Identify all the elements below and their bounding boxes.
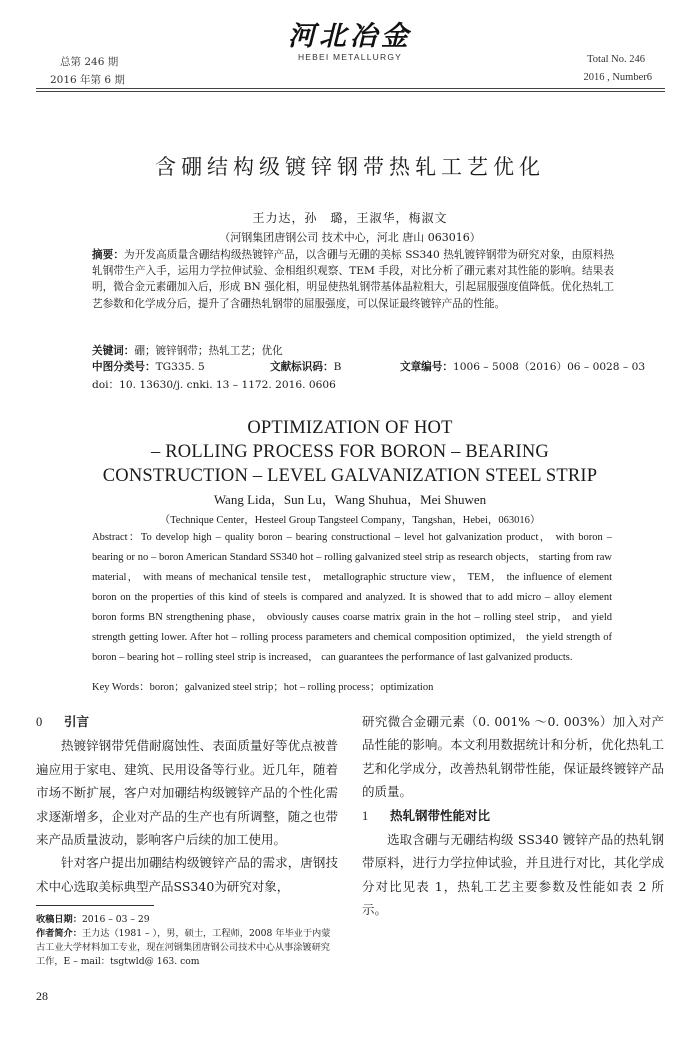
keywords-en bbox=[92, 680, 433, 696]
doc-value: B bbox=[333, 361, 342, 373]
section-0-title: 引言 bbox=[64, 714, 90, 729]
article-value: 1006 – 5008（2016）06 – 0028 – 03 bbox=[452, 361, 646, 373]
abstract-cn-label: 摘要： bbox=[92, 249, 125, 261]
intro-paragraph-2: 针对客户提出加硼结构级镀锌产品的需求，唐钢技术中心选取美标典型产品SS340为研究对象， bbox=[36, 855, 338, 894]
clc-label: 中图分类号： bbox=[92, 361, 156, 373]
right-column bbox=[362, 710, 664, 922]
author-bio bbox=[36, 927, 338, 969]
footnote-rule bbox=[36, 905, 154, 906]
section-1-paragraph: 选取含硼与无硼结构级 SS340 镀锌产品的热轧钢带原料，进行力学拉伸试验，并且进行对比，其化学成分对比见表 1，热轧工艺主要参数及性能如表 2 所示。 bbox=[362, 832, 664, 918]
keywords-cn-text: 硼；镀锌钢带；热轧工艺；优化 bbox=[134, 345, 283, 357]
received-date bbox=[36, 913, 338, 927]
clc-number bbox=[92, 359, 205, 375]
section-1-number: 1 bbox=[362, 808, 369, 823]
received-value: 2016 – 03 – 29 bbox=[81, 914, 150, 925]
section-0-heading bbox=[36, 710, 338, 734]
intro-continuation: 研究微合金硼元素（0. 001% ～0. 003%）加入对产品性能的影响。本文利用数据统计和分析，优化热轧工艺和化学成分，改善热轧钢带性能，保证最终镀锌产品的质量。 bbox=[362, 714, 664, 800]
authors-en: Wang Lida，Sun Lu，Wang Shuhua，Mei Shuwen bbox=[213, 492, 487, 507]
authors-cn: 王力达，孙 璐，王淑华，梅淑文 bbox=[252, 211, 448, 225]
abstract-cn bbox=[92, 247, 614, 312]
issue-total-cn: 总第 246 期 bbox=[60, 56, 119, 68]
paper-title-en bbox=[0, 416, 700, 488]
abstract-en bbox=[92, 528, 612, 668]
intro-paragraph-1: 热镀锌钢带凭借耐腐蚀性、表面质量好等优点被普遍应用于家电、建筑、民用设备等行业。近几年，随着市场不断扩展，客户对加硼结构级镀锌产品的个性化需求逐渐增多，企业对产品的生产也有所调整，随之也带来产品质量波动，影响客户后续的加工使用。 bbox=[36, 738, 338, 848]
abstract-en-label: Abstract： bbox=[92, 532, 141, 543]
journal-logo bbox=[268, 22, 432, 62]
keywords-cn-label: 关键词： bbox=[92, 345, 135, 357]
doi: doi：10. 13630/j. cnki. 13 – 1172. 2016. 0606 bbox=[92, 379, 336, 391]
title-en-line2: – ROLLING PROCESS FOR BORON – BEARING bbox=[150, 442, 549, 462]
article-number bbox=[400, 359, 645, 375]
section-1-heading bbox=[362, 804, 664, 828]
abstract-en-text: To develop high – quality boron – bearing constructional – level hot galvanization product， with boron – bearing or no – boron American Standard SS340 hot – rolling galvanized steel strip as research objects， starting from raw material， with means of mechanical tensile test， metallographic structure view， TEM， the influence of element boron on the properties of this kind of steels is compared and analyzed. It is showed that to add micro – alloy element boron forms BN strengthening phase， obviously causes coarse matrix grain in the hot – rolling steel strip， and yield strength getting lower. After hot – rolling process parameters and chemical composition optimized， the yield strength of boron – bearing hot – rolling steel strip is increased， can guarantees the performance of last galvanized products. bbox=[92, 532, 612, 663]
left-column bbox=[36, 710, 338, 898]
section-1-title: 热轧钢带性能对比 bbox=[390, 807, 491, 823]
author-bio-text: 王力达（1981 – ），男，硕士，工程师，2008 年毕业于内蒙古工业大学材料加工专业，现在河钢集团唐钢公司技术中心从事涂镀研究工作，E – mail：tsgtwld@ 163. com bbox=[36, 928, 331, 967]
abstract-cn-text: 为开发高质量含硼结构级热镀锌产品，以含硼与无硼的美标 SS340 热轧镀锌钢带为研究对象，由原料热轧钢带生产入手，运用力学拉伸试验、金相组织观察、TEM 手段，对比分析了硼元素对其性能的影响。结果表明，微合金元素硼加入后，形成 BN 强化相，明显使热轧钢带基体晶粒粗大，引起屈服强度值降低。优化热轧工艺参数和化学成分后，提升了含硼热轧钢带的屈服强度，可以保证最终镀锌产品的性能。 bbox=[92, 249, 615, 310]
journal-name-en: HEBEI METALLURGY bbox=[297, 52, 403, 62]
paper-title-cn: 含硼结构级镀锌钢带热轧工艺优化 bbox=[155, 155, 545, 179]
issue-year-en: 2016 , Number6 bbox=[583, 72, 652, 83]
keywords-en-label: Key Words： bbox=[92, 682, 150, 693]
document-code bbox=[270, 359, 341, 375]
header-rule bbox=[36, 88, 665, 89]
affiliation-en: （Technique Center，Hesteel Group Tangsteel Company，Tangshan，Hebei，063016） bbox=[159, 515, 541, 526]
header-rule-thin bbox=[36, 91, 665, 92]
received-label: 收稿日期： bbox=[36, 914, 82, 925]
issue-year-cn: 2016 年第 6 期 bbox=[50, 74, 125, 86]
clc-value: TG335. 5 bbox=[155, 361, 205, 373]
title-en-line3: CONSTRUCTION – LEVEL GALVANIZATION STEEL STRIP bbox=[102, 466, 598, 486]
issue-total-en: Total No. 246 bbox=[587, 54, 645, 65]
title-en-line1: OPTIMIZATION OF HOT bbox=[247, 418, 453, 438]
journal-name-cn: 河北冶金 bbox=[288, 21, 412, 52]
affiliation-cn: （河钢集团唐钢公司 技术中心，河北 唐山 063016） bbox=[219, 231, 481, 244]
keywords-cn bbox=[92, 343, 283, 359]
keywords-en-text: boron；galvanized steel strip；hot – rolling process；optimization bbox=[149, 682, 434, 693]
doc-label: 文献标识码： bbox=[270, 361, 334, 373]
section-0-number: 0 bbox=[36, 715, 43, 729]
author-bio-label: 作者简介： bbox=[36, 928, 82, 939]
article-label: 文章编号： bbox=[400, 361, 453, 373]
footnote bbox=[36, 913, 338, 969]
page-number: 28 bbox=[36, 989, 48, 1003]
